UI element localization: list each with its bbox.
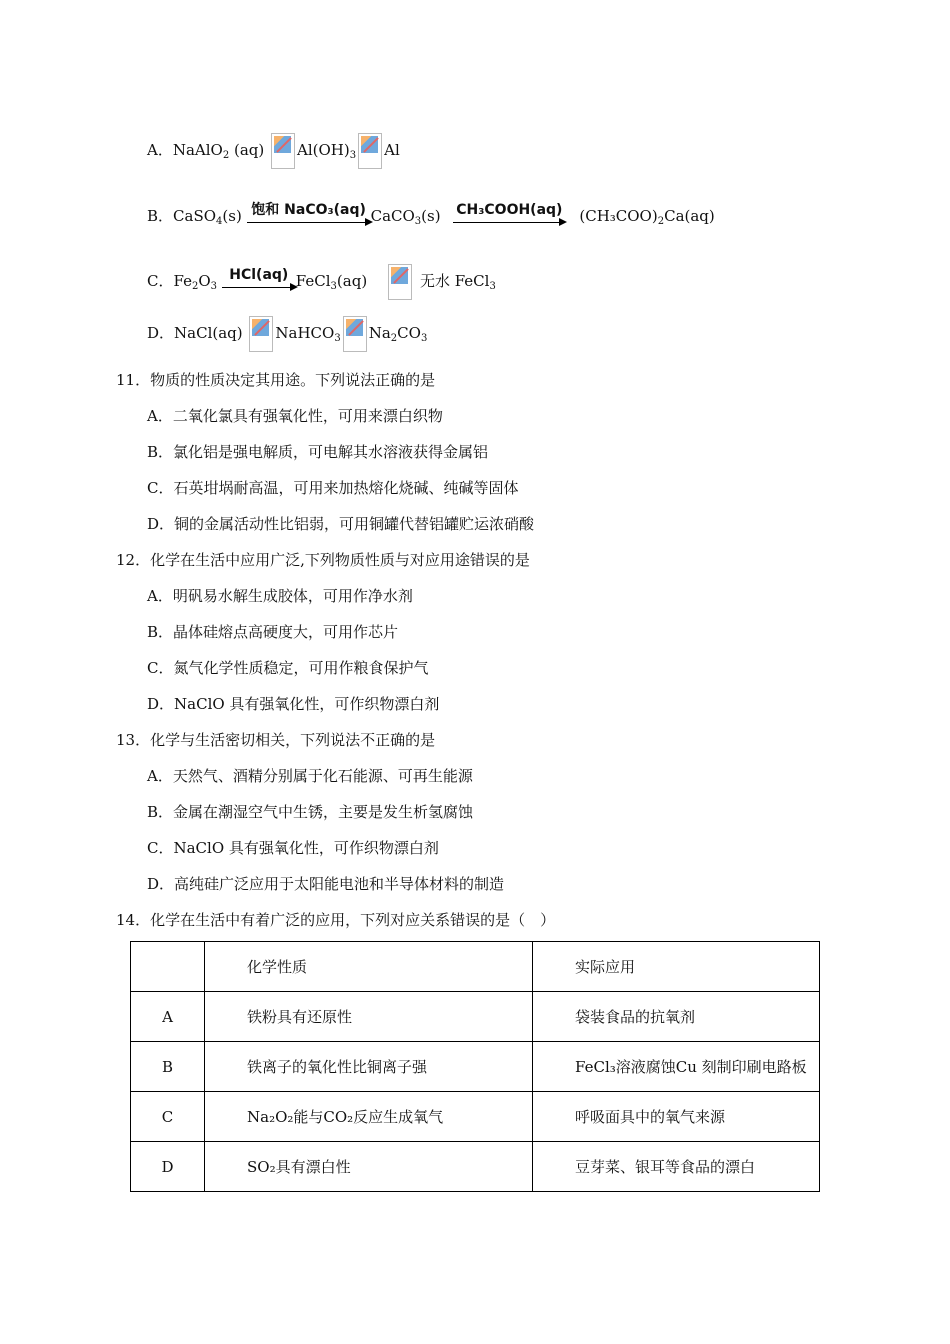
q10-option-d: D．NaCl(aq) NaHCO$_3$ $Na_2CO_3$	[147, 316, 427, 352]
table-cell: D	[131, 1142, 205, 1192]
q11-option-a: A．二氧化氯具有强氧化性，可用来漂白织物	[147, 407, 443, 425]
q10-option-b: B．CaSO$_4$(s) 饱和 NaCO₃(aq) CaCO$_3$(s) CH₃COOH(aq) $(CH_3COO)_2Ca(aq)$	[147, 202, 715, 227]
q13-option-d: D．高纯硅广泛应用于太阳能电池和半导体材料的制造	[147, 875, 505, 893]
broken-image-icon	[249, 316, 273, 352]
q13-stem: 13．化学与生活密切相关，下列说法不正确的是	[116, 731, 436, 749]
q13-option-b: B．金属在潮湿空气中生锈，主要是发生析氢腐蚀	[147, 803, 474, 821]
table-cell: FeCl₃溶液腐蚀Cu 刻制印刷电路板	[533, 1042, 820, 1092]
q13-option-a: A．天然气、酒精分别属于化石能源、可再生能源	[147, 767, 473, 785]
reaction-arrow: HCl(aq)	[222, 287, 296, 288]
table-cell: 呼吸面具中的氧气来源	[533, 1092, 820, 1142]
table-cell: 豆芽菜、银耳等食品的漂白	[533, 1142, 820, 1192]
q12-option-a: A．明矾易水解生成胶体，可用作净水剂	[147, 587, 413, 605]
table-row	[131, 1092, 820, 1142]
table-cell: 铁粉具有还原性	[205, 992, 533, 1042]
q10-option-a: A．NaAlO$_2$ (aq) $Al(OH)_3$ Al	[147, 133, 400, 169]
q12-option-b: B．晶体硅熔点高硬度大，可用作芯片	[147, 623, 399, 641]
table-header-cell: 化学性质	[205, 942, 533, 992]
q12-option-c: C．氮气化学性质稳定，可用作粮食保护气	[147, 659, 429, 677]
q14-table	[130, 941, 820, 1192]
q11-option-d: D．铜的金属活动性比铝弱，可用铜罐代替铝罐贮运浓硝酸	[147, 515, 535, 533]
table-row	[131, 992, 820, 1042]
q11-stem: 11．物质的性质决定其用途。下列说法正确的是	[116, 371, 436, 389]
q12-option-d: D．NaClO 具有强氧化性，可作织物漂白剂	[147, 695, 440, 713]
q11-option-b: B．氯化铝是强电解质，可电解其水溶液获得金属铝	[147, 443, 489, 461]
reaction-arrow: 饱和 NaCO₃(aq)	[247, 222, 371, 223]
table-cell: A	[131, 992, 205, 1042]
q10-option-c: C．$Fe_2O_3$ HCl(aq) FeCl$_3$(aq) 无水 FeCl$_3$	[147, 264, 496, 300]
table-header-row	[131, 942, 820, 992]
table-row	[131, 1042, 820, 1092]
table-cell: SO₂具有漂白性	[205, 1142, 533, 1192]
table-cell: 袋装食品的抗氧剂	[533, 992, 820, 1042]
table-cell: Na₂O₂能与CO₂反应生成氧气	[205, 1092, 533, 1142]
table-cell: B	[131, 1042, 205, 1092]
q12-stem: 12．化学在生活中应用广泛,下列物质性质与对应用途错误的是	[116, 551, 530, 569]
broken-image-icon	[271, 133, 295, 169]
table-row	[131, 1142, 820, 1192]
reaction-arrow: CH₃COOH(aq)	[453, 222, 565, 223]
broken-image-icon	[358, 133, 382, 169]
table-cell	[131, 942, 205, 992]
broken-image-icon	[388, 264, 412, 300]
q14-stem: 14．化学在生活中有着广泛的应用，下列对应关系错误的是（ ）	[116, 911, 556, 929]
q11-option-c: C．石英坩埚耐高温，可用来加热熔化烧碱、纯碱等固体	[147, 479, 519, 497]
q13-option-c: C．NaClO 具有强氧化性，可作织物漂白剂	[147, 839, 439, 857]
table-cell: C	[131, 1092, 205, 1142]
table-cell: 铁离子的氧化性比铜离子强	[205, 1042, 533, 1092]
broken-image-icon	[343, 316, 367, 352]
table-header-cell: 实际应用	[533, 942, 820, 992]
